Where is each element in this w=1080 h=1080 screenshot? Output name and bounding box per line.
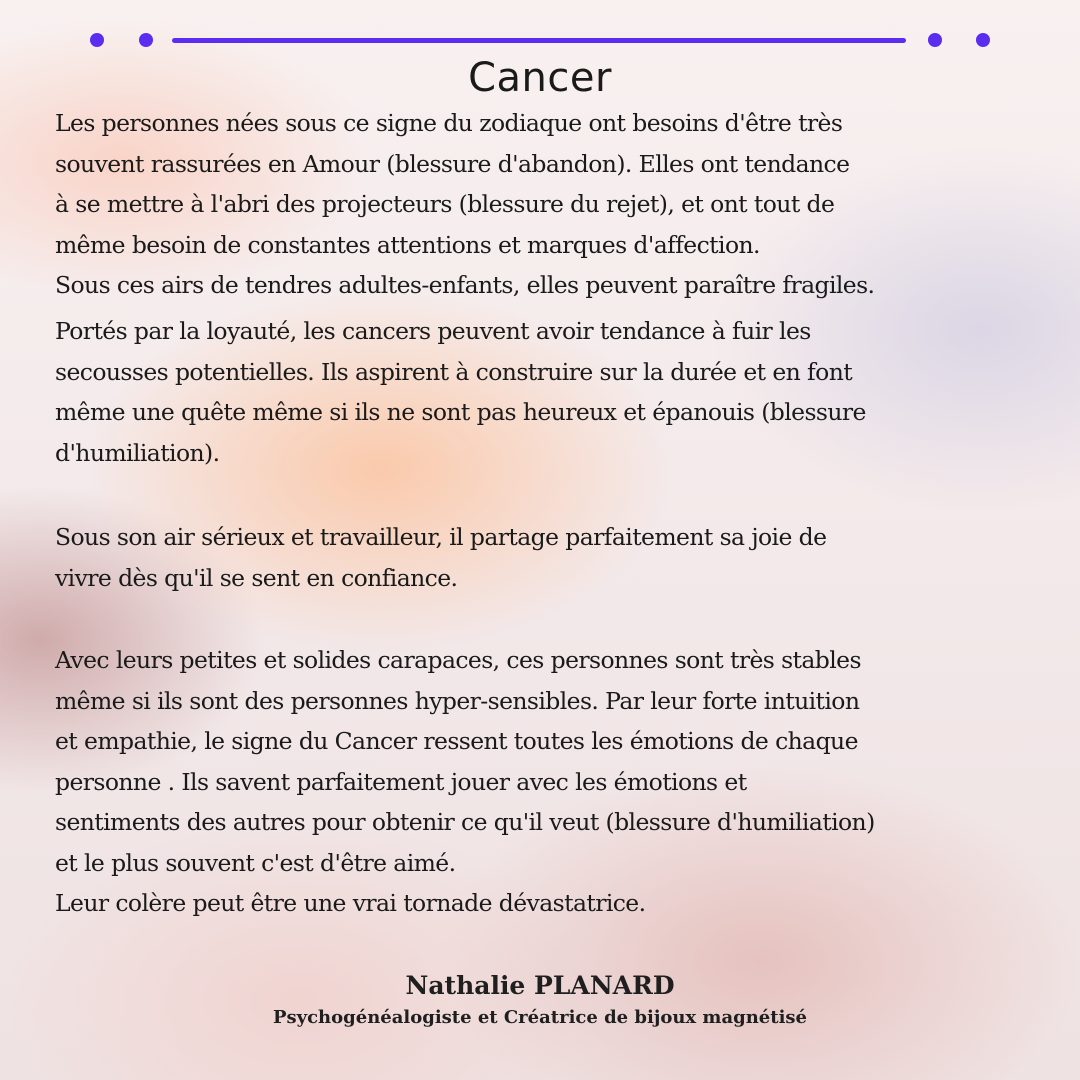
page-title: Cancer [468,55,612,101]
text-line: et empathie, le signe du Cancer ressent toutes les émotions de chaque [55,727,858,755]
decor-dot-right-inner [928,33,942,47]
paragraph-1 [55,103,1015,306]
author-name: Nathalie PLANARD [405,971,675,1000]
top-decoration [0,32,1080,48]
decor-dot-left-outer [90,33,104,47]
text-line: vivre dès qu'il se sent en confiance. [55,563,458,592]
text-line: souvent rassurées en Amour (blessure d'abandon). Elles ont tendance [55,149,850,178]
text-line: même une quête même si ils ne sont pas heureux et épanouis (blessure [55,398,866,426]
decor-line [172,38,906,43]
paragraph-2 [55,311,1015,473]
text-line: à se mettre à l'abri des projecteurs (blessure du rejet), et ont tout de [55,190,835,218]
text-line: d'humiliation). [55,438,220,467]
text-line: sentiments des autres pour obtenir ce qu'il veut (blessure d'humiliation) [55,808,875,836]
text-line: Avec leurs petites et solides carapaces, ces personnes sont très stables [55,646,861,674]
decor-dot-left-inner [139,33,153,47]
text-line: même besoin de constantes attentions et marques d'affection. [55,230,760,259]
text-line: Sous ces airs de tendres adultes-enfants, elles peuvent paraître fragiles. [55,271,875,299]
text-line: même si ils sont des personnes hyper-sensibles. Par leur forte intuition [55,686,860,715]
paragraph-3 [55,517,1015,598]
text-line: Sous son air sérieux et travailleur, il partage parfaitement sa joie de [55,523,827,551]
author-role: Psychogénéalogiste et Créatrice de bijoux magnétisé [272,1007,808,1028]
text-line: Les personnes nées sous ce signe du zodiaque ont besoins d'être très [55,109,843,137]
signature [0,968,1080,1032]
decor-dot-right-outer [976,33,990,47]
text-line: Portés par la loyauté, les cancers peuvent avoir tendance à fuir les [55,317,811,345]
text-line: secousses potentielles. Ils aspirent à construire sur la durée et en font [55,357,853,386]
paragraph-4 [55,640,1015,924]
text-line: Leur colère peut être une vrai tornade dévastatrice. [55,889,646,917]
text-line: et le plus souvent c'est d'être aimé. [55,848,456,877]
text-line: personne . Ils savent parfaitement jouer avec les émotions et [55,767,747,796]
